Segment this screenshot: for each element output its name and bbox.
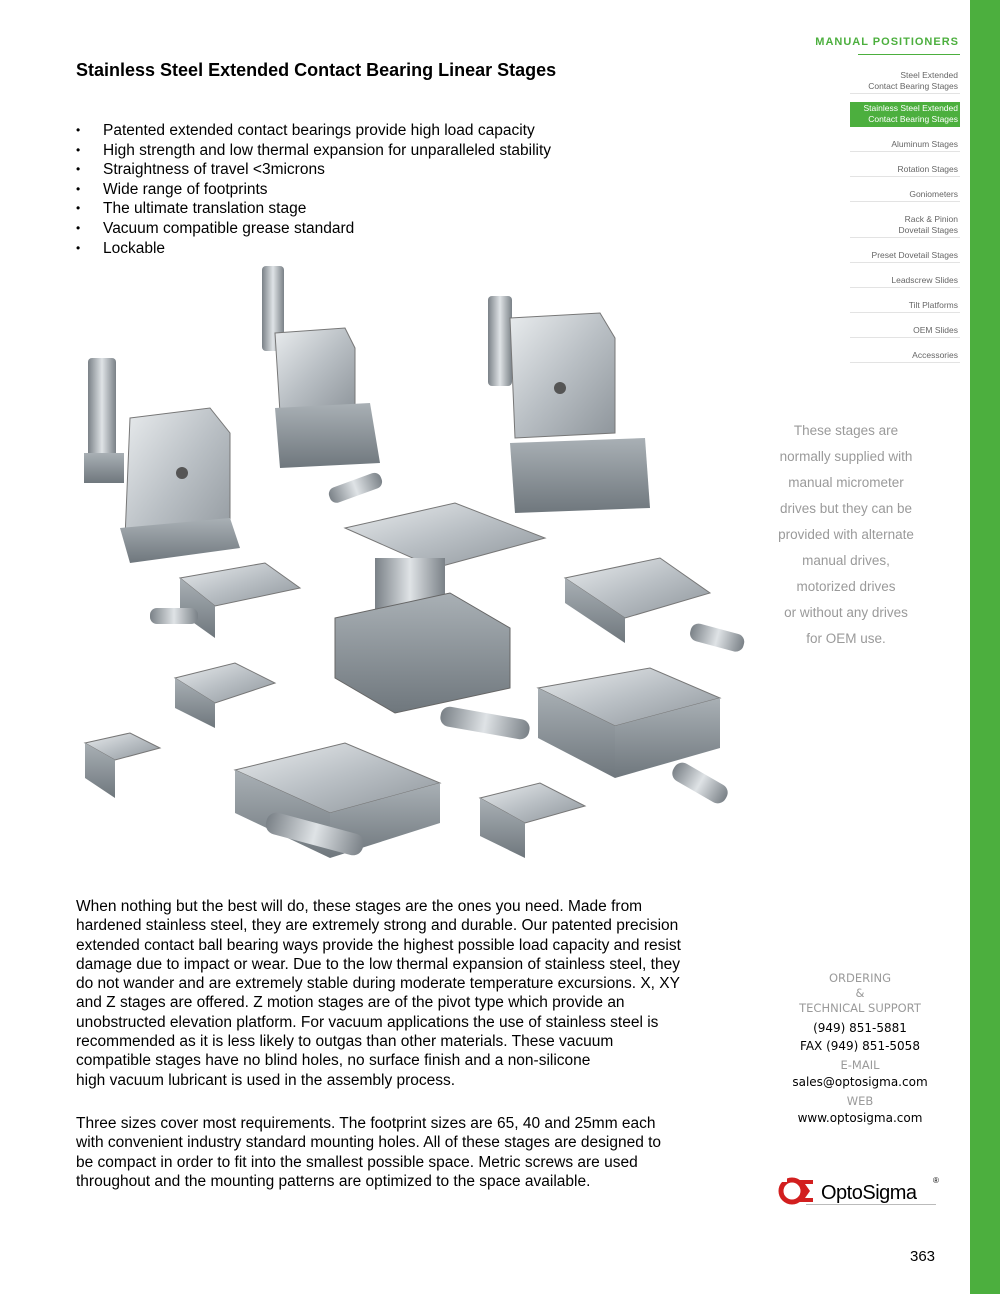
support-label: TECHNICAL SUPPORT <box>799 1001 921 1015</box>
body-paragraph-1 <box>76 897 736 1090</box>
nav-item-label: Stainless Steel Extended <box>863 103 958 113</box>
stage-small-bottom <box>480 783 585 858</box>
page-title: Stainless Steel Extended Contact Bearing Linear Stages <box>76 60 557 80</box>
nav-item-label: Contact Bearing Stages <box>868 114 958 124</box>
stage-z-right <box>488 296 650 513</box>
green-edge-bar <box>970 0 1000 1294</box>
nav-item-label: Accessories <box>912 350 958 360</box>
body-line: throughout and the mounting patterns are optimized to the space available. <box>76 1172 591 1190</box>
body-paragraph-2 <box>76 1114 736 1191</box>
body-line: do not wander and are extremely stable during moderate temperature excursions. X, XY <box>76 975 680 993</box>
stage-xy-mid-right <box>565 558 746 653</box>
nav-item-label: Dovetail Stages <box>898 225 958 235</box>
nav-item-label: Preset Dovetail Stages <box>871 250 958 260</box>
logo-mark-icon <box>781 1180 803 1202</box>
nav-item-accessories[interactable] <box>850 350 960 363</box>
web-label: WEB <box>846 1094 874 1108</box>
logo-divider <box>806 1204 936 1205</box>
body-line: When nothing but the best will do, these stages are the ones you need. Made from <box>76 898 643 915</box>
feature-list <box>76 121 551 258</box>
side-note-line: provided with alternate <box>778 527 914 542</box>
nav-item-goniometers[interactable] <box>850 189 960 202</box>
stage-xy-mid-left <box>150 563 300 638</box>
nav-item-label: Leadscrew Slides <box>891 275 958 285</box>
email-label: E-MAIL <box>840 1058 880 1072</box>
body-line: damage due to impact or wear. Due to the low thermal expansion of stainless steel, they <box>76 955 680 973</box>
email-link[interactable]: sales@optosigma.com <box>792 1075 928 1089</box>
feature-item: • Wide range of footprints <box>76 180 551 200</box>
body-line: with convenient industry standard mounting holes. All of these stages are designed to <box>76 1134 662 1152</box>
feature-item: • Straightness of travel <3microns <box>76 160 551 180</box>
nav-item-label: Rotation Stages <box>897 164 958 174</box>
side-note-line: or without any drives <box>784 605 908 620</box>
logo-registered-mark: ® <box>933 1176 939 1185</box>
product-photo <box>70 258 760 878</box>
nav-item-preset-dovetail[interactable] <box>850 250 960 263</box>
nav-item-label: Steel Extended <box>900 70 958 80</box>
body-line: hardened stainless steel, they are extremely strong and durable. Our patented precision <box>76 917 679 935</box>
ampersand-label: & <box>855 986 865 1000</box>
side-note-line: motorized drives <box>796 579 896 594</box>
body-line: Three sizes cover most requirements. The footprint sizes are 65, 40 and 25mm each <box>76 1115 656 1132</box>
section-label: MANUAL POSITIONERS <box>815 36 959 48</box>
nav-item-label: Tilt Platforms <box>908 300 958 310</box>
feature-item: • Vacuum compatible grease standard <box>76 219 551 239</box>
body-line: recommended as it is less likely to outgas than other materials. These vacuum <box>76 1033 614 1051</box>
nav-item-label: Goniometers <box>909 189 958 199</box>
stage-small-left <box>175 663 275 728</box>
nav-item-leadscrew-slides[interactable] <box>850 275 960 288</box>
body-line: unobstructed elevation platform. For vacuum applications the use of stainless steel is <box>76 1013 659 1031</box>
phone-number[interactable]: (949) 851-5881 <box>813 1021 907 1035</box>
nav-item-steel-extended[interactable] <box>850 70 960 94</box>
side-note-line: normally supplied with <box>779 449 913 464</box>
nav-item-tilt-platforms[interactable] <box>850 300 960 313</box>
logo-wordmark: OptoSigma <box>821 1182 917 1204</box>
stage-z-top <box>262 266 384 505</box>
body-line: be compact in order to fit into the smallest possible space. Metric screws are used <box>76 1153 638 1171</box>
side-note-line: These stages are <box>793 423 899 438</box>
fax-number: FAX (949) 851-5058 <box>800 1039 920 1053</box>
nav-item-aluminum-stages[interactable] <box>850 139 960 152</box>
feature-item: • The ultimate translation stage <box>76 199 551 219</box>
nav-item-label: Aluminum Stages <box>891 139 958 149</box>
category-nav <box>850 70 960 375</box>
body-line: and Z stages are offered. Z motion stages are of the pivot type which provide an <box>76 994 625 1012</box>
feature-item: • High strength and low thermal expansion for unparalleled stability <box>76 141 551 161</box>
side-note-line: manual drives, <box>802 553 890 568</box>
body-line: extended contact ball bearing ways provide the highest possible load capacity and resist <box>76 936 681 954</box>
nav-item-oem-slides[interactable] <box>850 325 960 338</box>
stage-tiny-left <box>85 733 160 798</box>
side-note-line: manual micrometer <box>788 475 904 490</box>
stage-xy-bottom <box>235 743 440 858</box>
nav-item-label: OEM Slides <box>913 325 958 335</box>
nav-item-rack-pinion[interactable] <box>850 214 960 238</box>
contact-block <box>780 971 940 1127</box>
feature-item: • Lockable <box>76 239 551 259</box>
side-note <box>760 418 932 652</box>
nav-item-stainless-steel-extended[interactable] <box>850 102 960 127</box>
feature-item: • Patented extended contact bearings provide high load capacity <box>76 121 551 141</box>
stage-z-left <box>84 358 240 563</box>
nav-item-rotation-stages[interactable] <box>850 164 960 177</box>
web-link[interactable]: www.optosigma.com <box>797 1111 923 1125</box>
page-number: 363 <box>910 1248 936 1265</box>
ordering-label: ORDERING <box>828 971 892 985</box>
nav-item-label: Contact Bearing Stages <box>868 81 958 91</box>
stage-z-center <box>335 503 545 713</box>
nav-item-label: Rack & Pinion <box>904 214 958 224</box>
side-note-line: drives but they can be <box>779 501 913 516</box>
optosigma-logo <box>775 1172 940 1208</box>
side-note-line: for OEM use. <box>806 631 886 646</box>
section-divider <box>858 54 960 55</box>
body-line: compatible stages have no blind holes, no surface finish and a non-silicone <box>76 1052 591 1070</box>
body-line: high vacuum lubricant is used in the assembly process. <box>76 1071 456 1089</box>
